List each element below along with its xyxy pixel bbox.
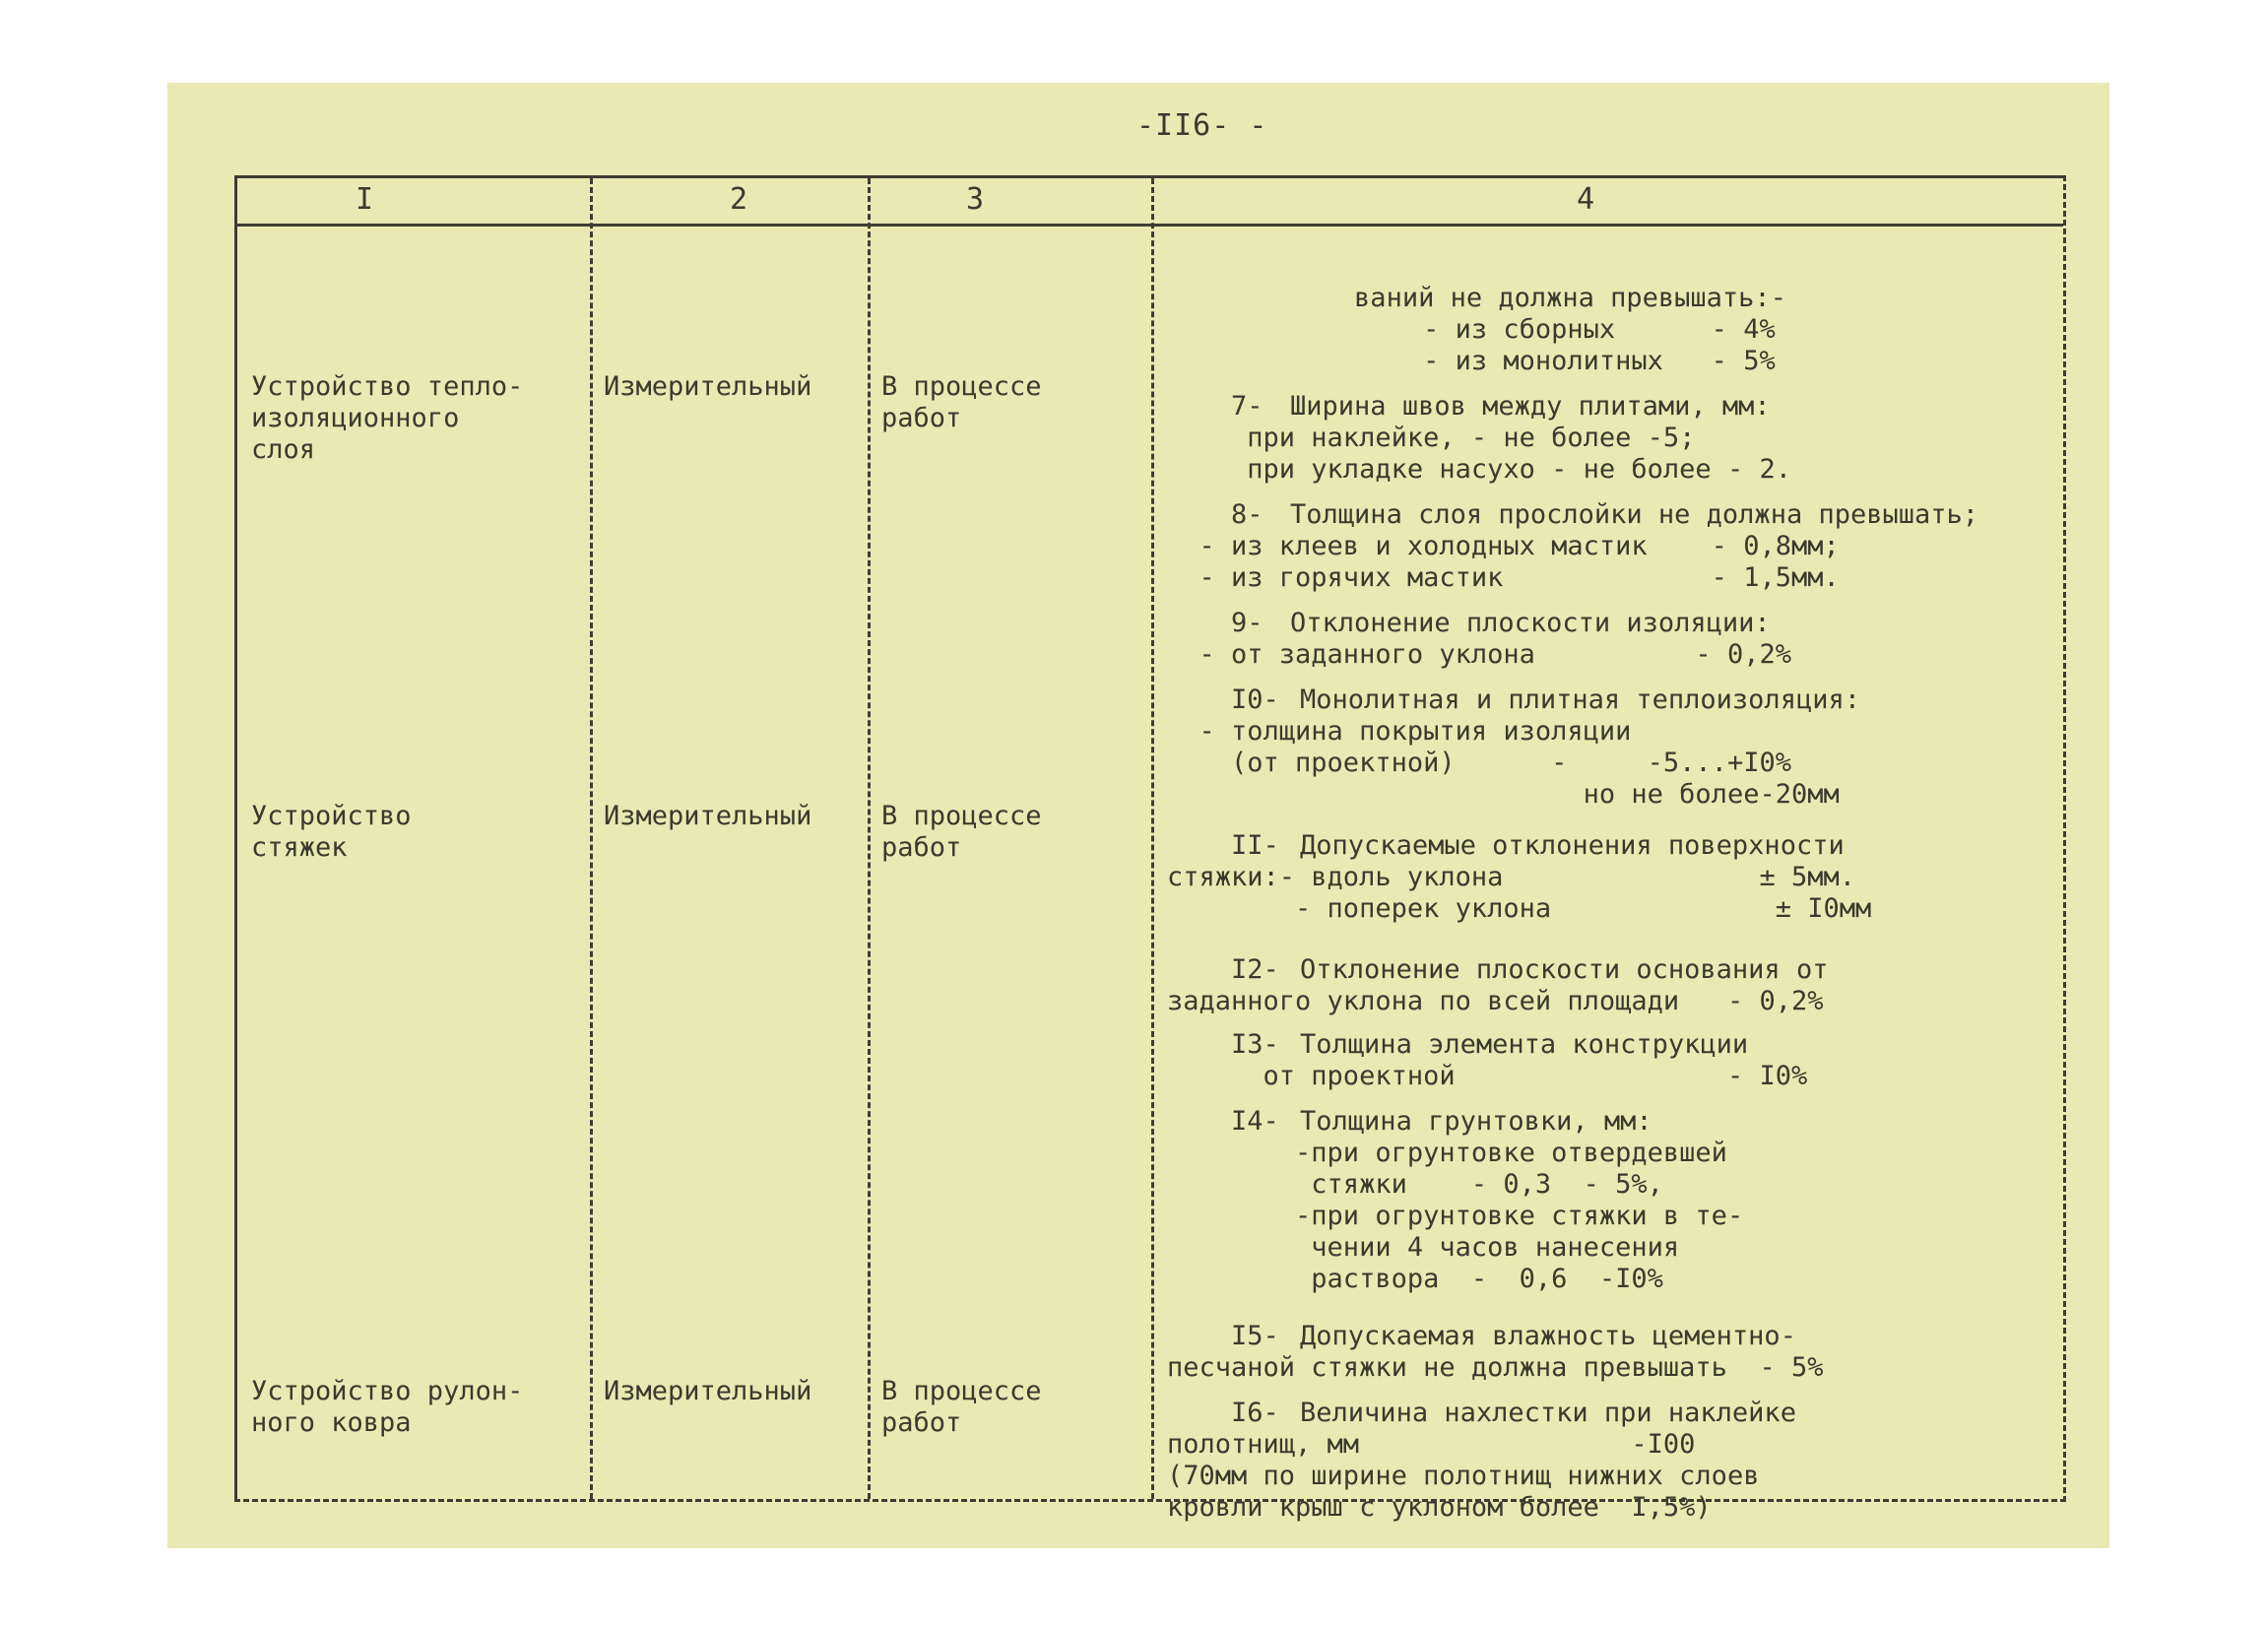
requirement-item-16: I6- Величина нахлестки при наклейке полотнищ, мм -I00 (70мм по ширине полотнищ нижних слоев кровли крыш с уклоном более I,5%) xyxy=(1167,1398,1796,1523)
row-1-time: В процессе работ xyxy=(881,371,1042,433)
row-2-method: Измерительный xyxy=(604,801,812,831)
column-header-2: 2 xyxy=(730,182,748,217)
requirement-item: ваний не должна превышать:- - из сборных - 4% - из монолитных - 5% xyxy=(1354,283,1786,376)
requirement-item-9: 9- Отклонение плоскости изоляции: - от заданного уклона - 0,2% xyxy=(1199,608,1791,670)
column-divider xyxy=(868,178,871,1499)
row-2-time: В процессе работ xyxy=(881,801,1042,863)
header-divider xyxy=(237,224,2063,227)
requirement-item-8: 8- Толщина слоя прослойки не должна превышать; - из клеев и холодных мастик - 0,8мм; - из горячих мастик - 1,5мм. xyxy=(1199,499,1979,593)
row-1-method: Измерительный xyxy=(604,371,812,402)
column-divider xyxy=(1151,178,1154,1499)
inspection-table xyxy=(234,175,2066,1523)
column-header-4: 4 xyxy=(1577,182,1595,217)
requirement-item-12: I2- Отклонение плоскости основания от заданного уклона по всей площади - 0,2% xyxy=(1167,954,1829,1016)
row-1-work: Устройство тепло- изоляционного слоя xyxy=(251,371,524,465)
column-header-3: 3 xyxy=(966,182,985,217)
column-divider xyxy=(590,178,593,1499)
requirement-item-11: II- Допускаемые отклонения поверхности стяжки:- вдоль уклона ± 5мм. - поперек уклона ± I0мм xyxy=(1167,830,1872,924)
page-number: -II6- - xyxy=(1136,108,1268,143)
row-2-work: Устройство стяжек xyxy=(251,801,412,863)
row-3-time: В процессе работ xyxy=(881,1376,1042,1438)
column-header-1: I xyxy=(356,182,374,217)
requirement-item-14: I4- Толщина грунтовки, мм: -при огрунтовке отвердевшей стяжки - 0,3 - 5%, -при огрунтовке стяжки в те- чении 4 часов нанесения раствора - 0,6 -I0% xyxy=(1231,1106,1744,1294)
requirement-item-10: I0- Монолитная и плитная теплоизоляция: - толщина покрытия изоляции (от проектной) - -5...+I0% но не более-20мм xyxy=(1199,684,1860,810)
requirement-item-7: 7- Ширина швов между плитами, мм: при наклейке, - не более -5; при укладке насухо - не более - 2. xyxy=(1231,391,1791,485)
row-3-work: Устройство рулон- ного ковра xyxy=(251,1376,524,1438)
requirement-item-15: I5- Допускаемая влажность цементно- песчаной стяжки не должна превышать - 5% xyxy=(1167,1321,1824,1383)
row-3-method: Измерительный xyxy=(604,1376,812,1406)
requirement-item-13: I3- Толщина элемента конструкции от проектной - I0% xyxy=(1231,1029,1808,1091)
